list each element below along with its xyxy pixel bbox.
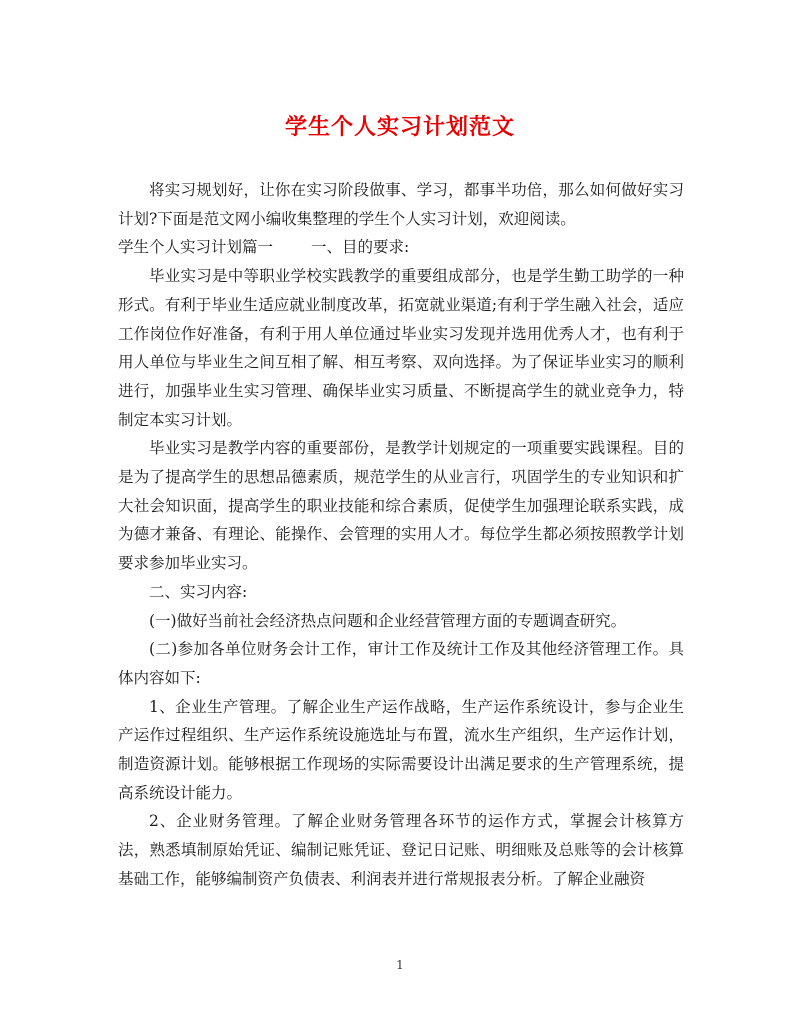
- content-item-2: (二)参加各单位财务会计工作，审计工作及统计工作及其他经济管理工作。具体内容如下:: [118, 640, 684, 687]
- document-body: [118, 176, 684, 894]
- section-heading-line: [118, 233, 684, 262]
- section-label: 学生个人实习计划篇一: [118, 238, 274, 257]
- document-title: 学生个人实习计划范文: [284, 114, 515, 140]
- page-number: 1: [396, 958, 404, 972]
- purpose-paragraph-2: 毕业实习是教学内容的重要部份，是教学计划规定的一项重要实践课程。目的是为了提高学生的思想品德素质，规范学生的从业言行，巩固学生的专业知识和扩大社会知识面，提高学生的职业技能和综合素质，促使学生加强理论联系实践，成为德才兼备、有理论、能操作、会管理的实用人才。每位学生都必须按照教学计划要求参加毕业实习。: [118, 439, 684, 573]
- content-heading: 二、实习内容:: [149, 582, 248, 601]
- content-item-1: (一)做好当前社会经济热点问题和企业经营管理方面的专题调查研究。: [149, 611, 627, 630]
- section-heading: 一、目的要求:: [311, 238, 410, 257]
- heading-gap: [273, 233, 311, 262]
- detail-item-1: 1、企业生产管理。了解企业生产运作战略，生产运作系统设计，参与企业生产运作过程组织、生产运作系统设施选址与布置，流水生产组织，生产运作计划，制造资源计划。能够根据工作现场的实际需要设计出满足要求的生产管理系统，提高系统设计能力。: [118, 697, 684, 802]
- purpose-paragraph-1: 毕业实习是中等职业学校实践教学的重要组成部分，也是学生勤工助学的一种形式。有利于毕业生适应就业制度改革，拓宽就业渠道;有利于学生融入社会，适应工作岗位作好准备，有利于用人单位通过毕业实习发现并选用优秀人才，也有利于用人单位与毕业生之间互相了解、相互考察、双向选择。为了保证毕业实习的顺利进行，加强毕业生实习管理、确保毕业实习质量、不断提高学生的就业竞争力，特制定本实习计划。: [118, 267, 684, 429]
- intro-paragraph: 将实习规划好，让你在实习阶段做事、学习，都事半功倍，那么如何做好实习计划?下面是范文网小编收集整理的学生个人实习计划，欢迎阅读。: [118, 181, 684, 228]
- detail-item-2: 2、企业财务管理。了解企业财务管理各环节的运作方式，掌握会计核算方法，熟悉填制原始凭证、编制记账凭证、登记日记账、明细账及总账等的会计核算基础工作，能够编制资产负债表、利润表并进行常规报表分析。了解企业融资: [118, 812, 684, 888]
